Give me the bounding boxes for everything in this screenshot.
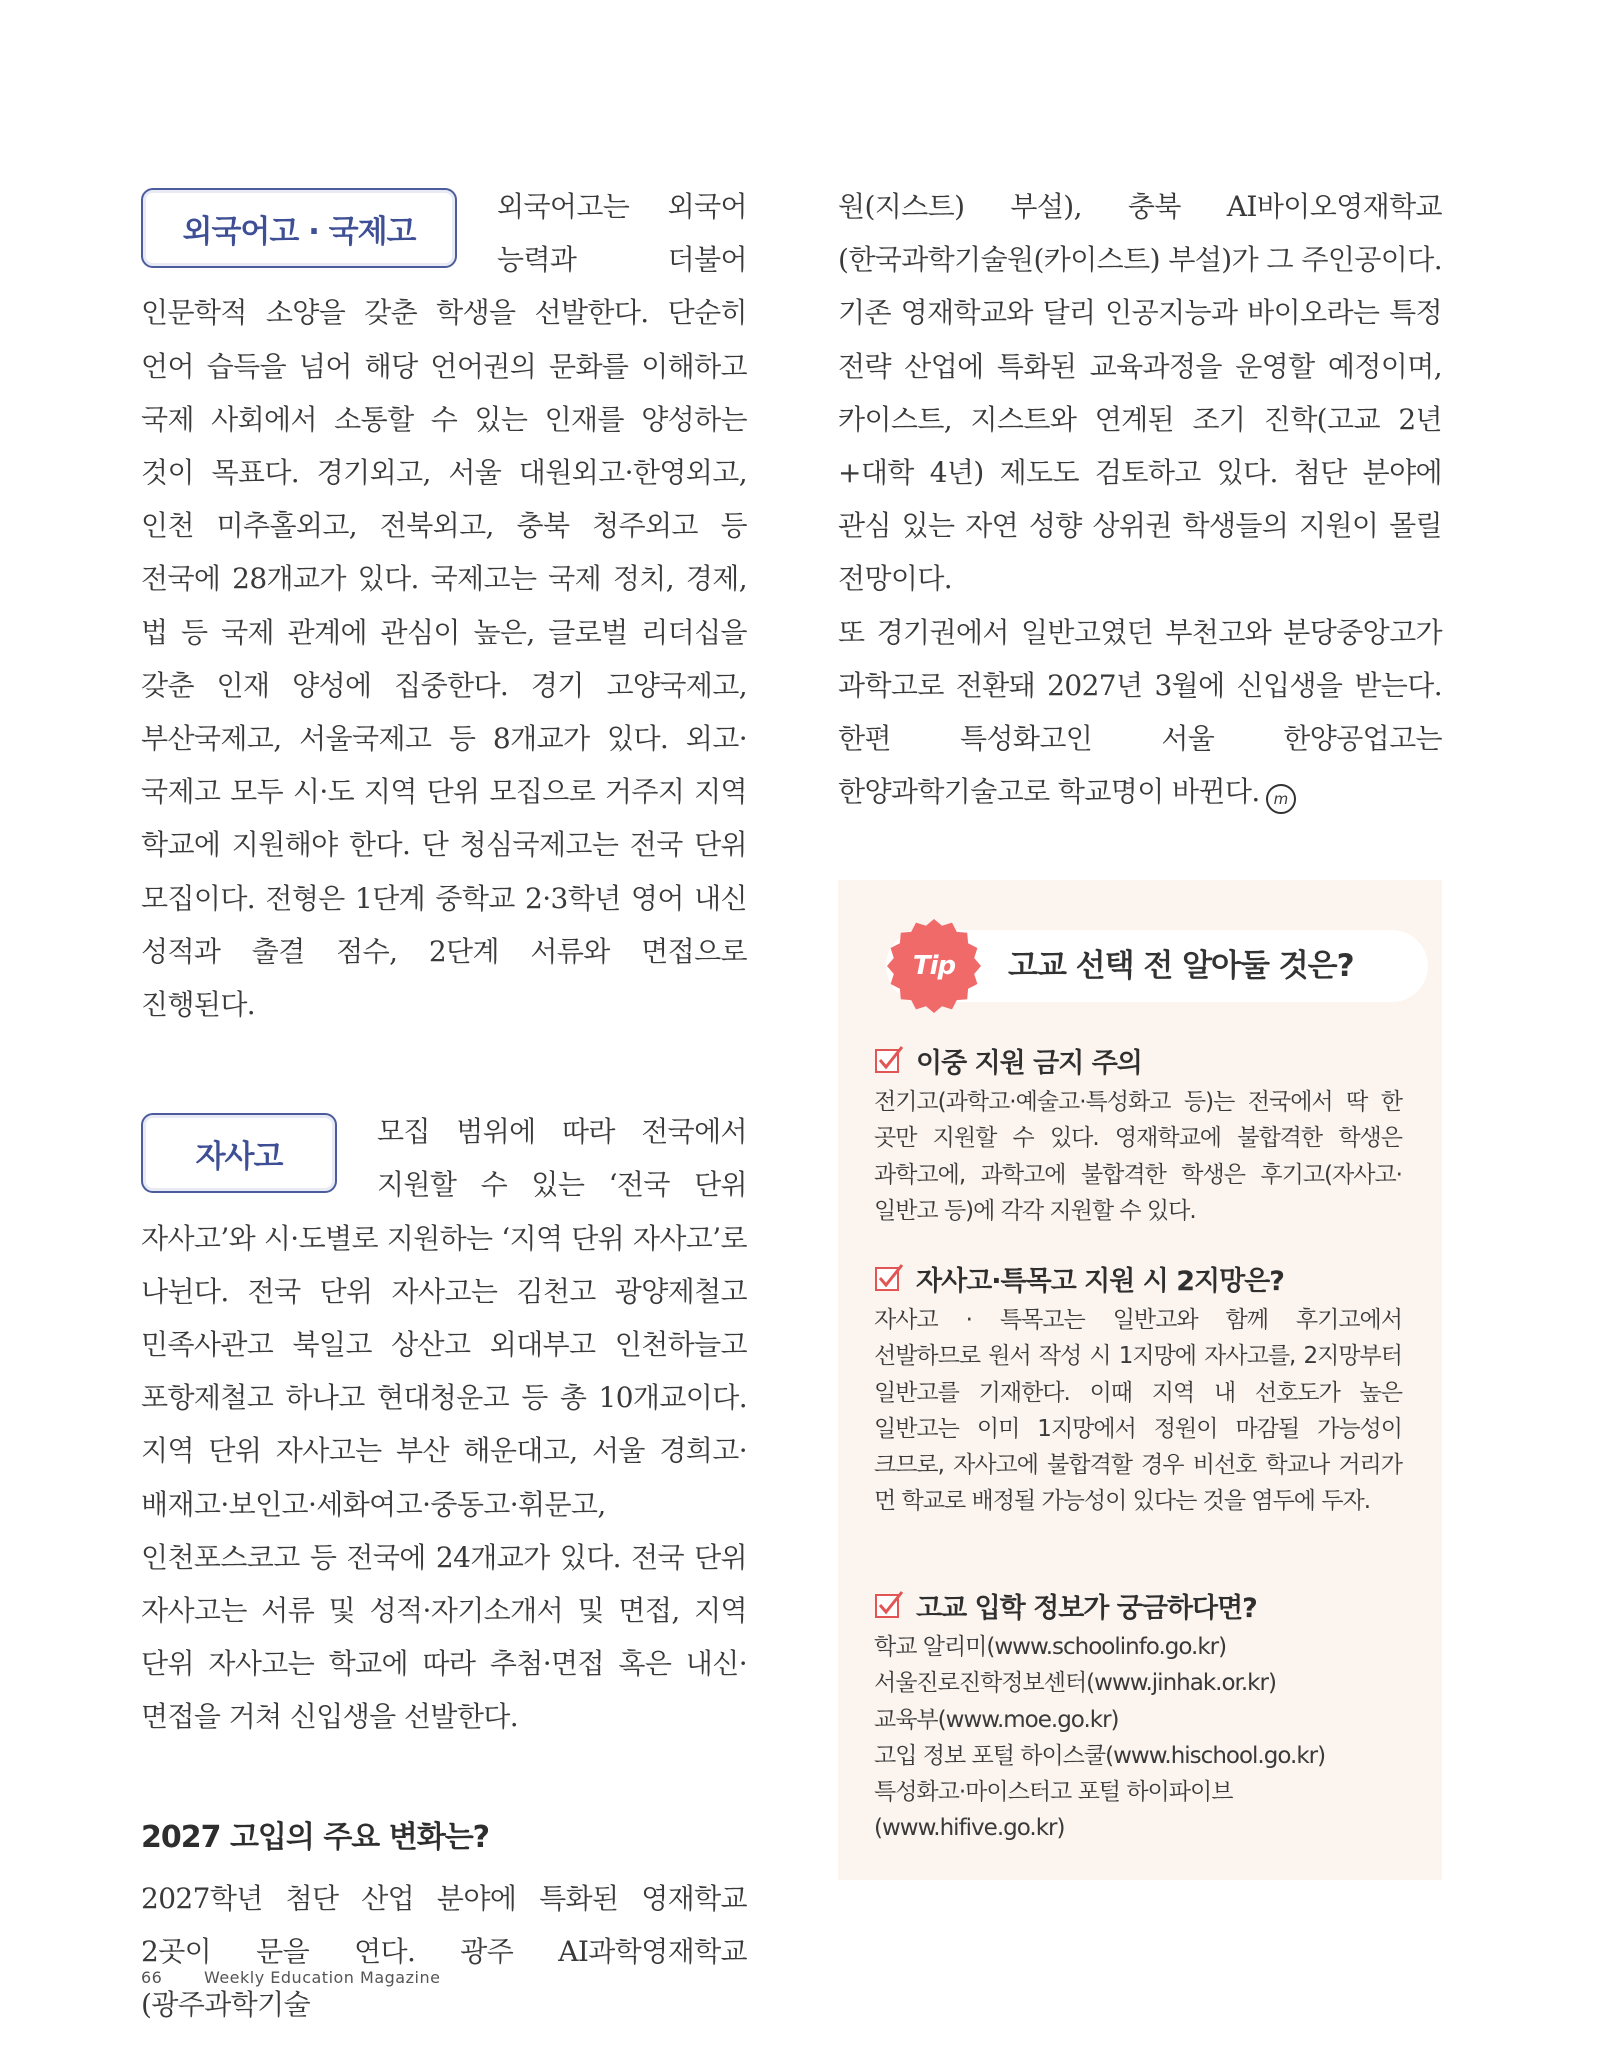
page-number: 66: [141, 1968, 163, 1987]
changes-text: 2027학년 첨단 산업 분야에 특화된 영재학교 2곳이 문을 연다. 광주 AI과학영재학교(광주과학기술: [141, 1881, 747, 2022]
jasago-badge: 자사고: [141, 1113, 337, 1193]
tip-header: [886, 930, 1428, 1002]
link-hifive-url[interactable]: (www.hifive.go.kr): [874, 1815, 1065, 1842]
checkbox-checked-icon: [874, 1045, 904, 1075]
checkbox-checked-icon: [874, 1263, 904, 1293]
tip-box: [838, 880, 1442, 1880]
link-hischool[interactable]: 고입 정보 포털 하이스쿨(www.hischool.go.kr): [874, 1742, 1326, 1769]
tip-item-text: 자사고 · 특목고는 일반고와 함께 후기고에서 선발하므로 원서 작성 시 1지망에 자사고를, 2지망부터 일반고를 기재한다. 이때 지역 내 선호도가 높은 일반고는 이미 1지망에서 정원이 마감될 가능성이 크므로, 자사고에 불합격할 경우 비선호 학교나 거리가 먼 학교로 배정될 가능성이 있다는 것을 염두에 두자.: [874, 1307, 1402, 1515]
left-column: [141, 180, 747, 2031]
checkbox-checked-icon: [874, 1590, 904, 1620]
foreign-intl-school-badge: 외국어고 · 국제고: [141, 188, 457, 268]
magazine-name: Weekly Education Magazine: [203, 1968, 441, 1987]
link-moe[interactable]: 교육부(www.moe.go.kr): [874, 1706, 1119, 1733]
tip-item-heading: [874, 1585, 1402, 1625]
foreign-intl-school-section: [141, 180, 747, 1031]
tip-item-text: 전기고(과학고·예술고·특성화고 등)는 전국에서 딱 한 곳만 지원할 수 있다. 영재학교에 불합격한 학생은 과학고에, 과학고에 불합격한 학생은 후기고(자사고·일반고 등)에 각각 지원할 수 있다.: [874, 1089, 1402, 1224]
page-footer: [141, 1968, 440, 1987]
right-paragraph-2-text: 또 경기권에서 일반고였던 부천고와 분당중앙고가 과학고로 전환돼 2027년 3월에 신입생을 받는다. 한편 특성화고인 서울 한양공업고는 한양과학기술고로 학교명이 바뀐다.: [838, 615, 1442, 809]
tip-title: 고교 선택 전 알아둘 것은?: [1008, 948, 1354, 984]
jasago-section: [141, 1105, 747, 1743]
tip-item-second-choice: [874, 1258, 1402, 1520]
admission-info-links: [874, 1629, 1402, 1847]
tip-item-double-application: [874, 1040, 1402, 1229]
tip-item-heading: [874, 1040, 1402, 1080]
foreign-intl-school-text: 외국어고는 외국어 능력과 더불어 인문학적 소양을 갖춘 학생을 선발한다. 단순히 언어 습득을 넘어 해당 언어권의 문화를 이해하고 국제 사회에서 소통할 수 있는 인재를 양성하는 것이 목표다. 경기외고, 서울 대원외고·한영외고, 인천 미추홀외고, 전북외고, 충북 청주외고 등 전국에 28개교가 있다. 국제고는 국제 정치, 경제, 법 등 국제 관계에 관심이 높은, 글로벌 리더십을 갖춘 인재 양성에 집중한다. 경기 고양국제고, 부산국제고, 서울국제고 등 8개교가 있다. 외고·국제고 모두 시·도 지역 단위 모집으로 거주지 지역 학교에 지원해야 한다. 단 청심국제고는 전국 단위 모집이다. 전형은 1단계 중학교 2·3학년 영어 내신 성적과 출결 점수, 2단계 서류와 면접으로 진행된다.: [141, 190, 747, 1022]
changes-section: [141, 1814, 747, 2032]
right-paragraph-1: 원(지스트) 부설), 충북 AI바이오영재학교(한국과학기술원(카이스트) 부설)가 그 주인공이다. 기존 영재학교와 달리 인공지능과 바이오라는 특정 전략 산업에 특화된 교육과정을 운영할 예정이며, 카이스트, 지스트와 연계된 조기 진학(고교 2년+대학 4년) 제도도 검토하고 있다. 첨단 분야에 관심 있는 자연 성향 상위권 학생들의 지원이 몰릴 전망이다.: [838, 190, 1442, 596]
article-end-mark-icon: m: [1266, 784, 1296, 814]
tip-item-admission-info: [874, 1585, 1402, 1847]
tip-badge-label: Tip: [912, 951, 956, 981]
right-column: [838, 180, 1442, 818]
link-hifive-label[interactable]: 특성화고·마이스터고 포털 하이파이브: [874, 1779, 1233, 1806]
tip-badge: [886, 918, 982, 1014]
tip-item-heading-text: 고교 입학 정보가 궁금하다면?: [916, 1592, 1257, 1624]
tip-item-heading-text: 자사고·특목고 지원 시 2지망은?: [916, 1265, 1284, 1297]
right-paragraph-2: [838, 606, 1442, 819]
link-schoolinfo[interactable]: 학교 알리미(www.schoolinfo.go.kr): [874, 1634, 1227, 1660]
tip-item-heading: [874, 1258, 1402, 1298]
link-jinhak[interactable]: 서울진로진학정보센터(www.jinhak.or.kr): [874, 1670, 1276, 1697]
jasago-text: 모집 범위에 따라 전국에서 지원할 수 있는 ‘전국 단위 자사고’와 시·도별로 지원하는 ‘지역 단위 자사고’로 나뉜다. 전국 단위 자사고는 김천고 광양제철고 민족사관고 북일고 상산고 외대부고 인천하늘고 포항제철고 하나고 현대청운고 등 총 10개교이다. 지역 단위 자사고는 부산 해운대고, 서울 경희고·배재고·보인고·세화여고·중동고·휘문고, 인천포스코고 등 전국에 24개교가 있다. 전국 단위 자사고는 서류 및 성적·자기소개서 및 면접, 지역 단위 자사고는 학교에 따라 추첨·면접 혹은 내신·면접을 거쳐 신입생을 선발한다.: [141, 1115, 747, 1734]
changes-heading: 2027 고입의 주요 변화는?: [141, 1819, 490, 1855]
tip-item-heading-text: 이중 지원 금지 주의: [916, 1047, 1142, 1079]
